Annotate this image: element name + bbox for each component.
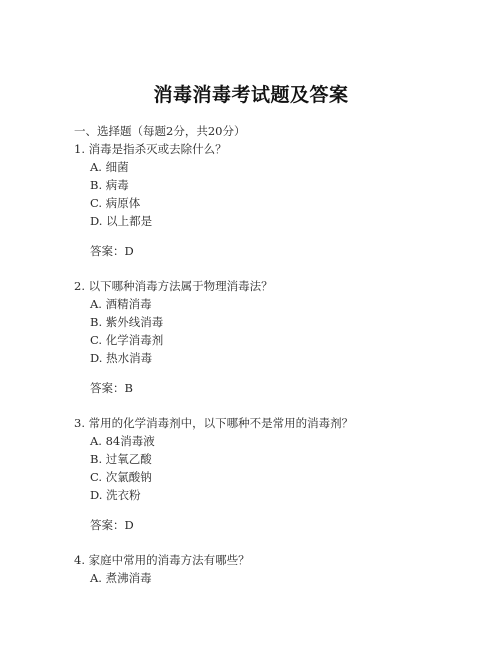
option-item: D. 热水消毒 (90, 351, 153, 365)
section-heading: 一、选择题（每题2分，共20分） (74, 124, 246, 138)
option-item: A. 煮沸消毒 (90, 571, 152, 585)
option-item: A. 84消毒液 (90, 434, 155, 448)
option-item: A. 细菌 (90, 160, 129, 174)
option-item: D. 以上都是 (90, 214, 153, 228)
option-item: C. 化学消毒剂 (90, 333, 164, 347)
option-item: B. 病毒 (90, 178, 129, 192)
option-item: B. 紫外线消毒 (90, 315, 164, 329)
question-stem: 1. 消毒是指杀灭或去除什么？ (74, 142, 227, 156)
question-stem: 3. 常用的化学消毒剂中，以下哪种不是常用的消毒剂？ (74, 416, 354, 430)
option-item: C. 次氯酸钠 (90, 470, 152, 484)
option-item: D. 洗衣粉 (90, 488, 141, 502)
question-stem: 2. 以下哪种消毒方法属于物理消毒法？ (74, 279, 273, 293)
answer-text: 答案：D (90, 518, 134, 532)
option-item: A. 酒精消毒 (90, 297, 152, 311)
option-item: B. 过氧乙酸 (90, 452, 152, 466)
option-item: C. 病原体 (90, 196, 141, 210)
answer-text: 答案：D (90, 244, 134, 258)
document-title: 消毒消毒考试题及答案 (153, 84, 349, 106)
question-stem: 4. 家庭中常用的消毒方法有哪些？ (74, 553, 250, 567)
answer-text: 答案：B (90, 381, 133, 395)
